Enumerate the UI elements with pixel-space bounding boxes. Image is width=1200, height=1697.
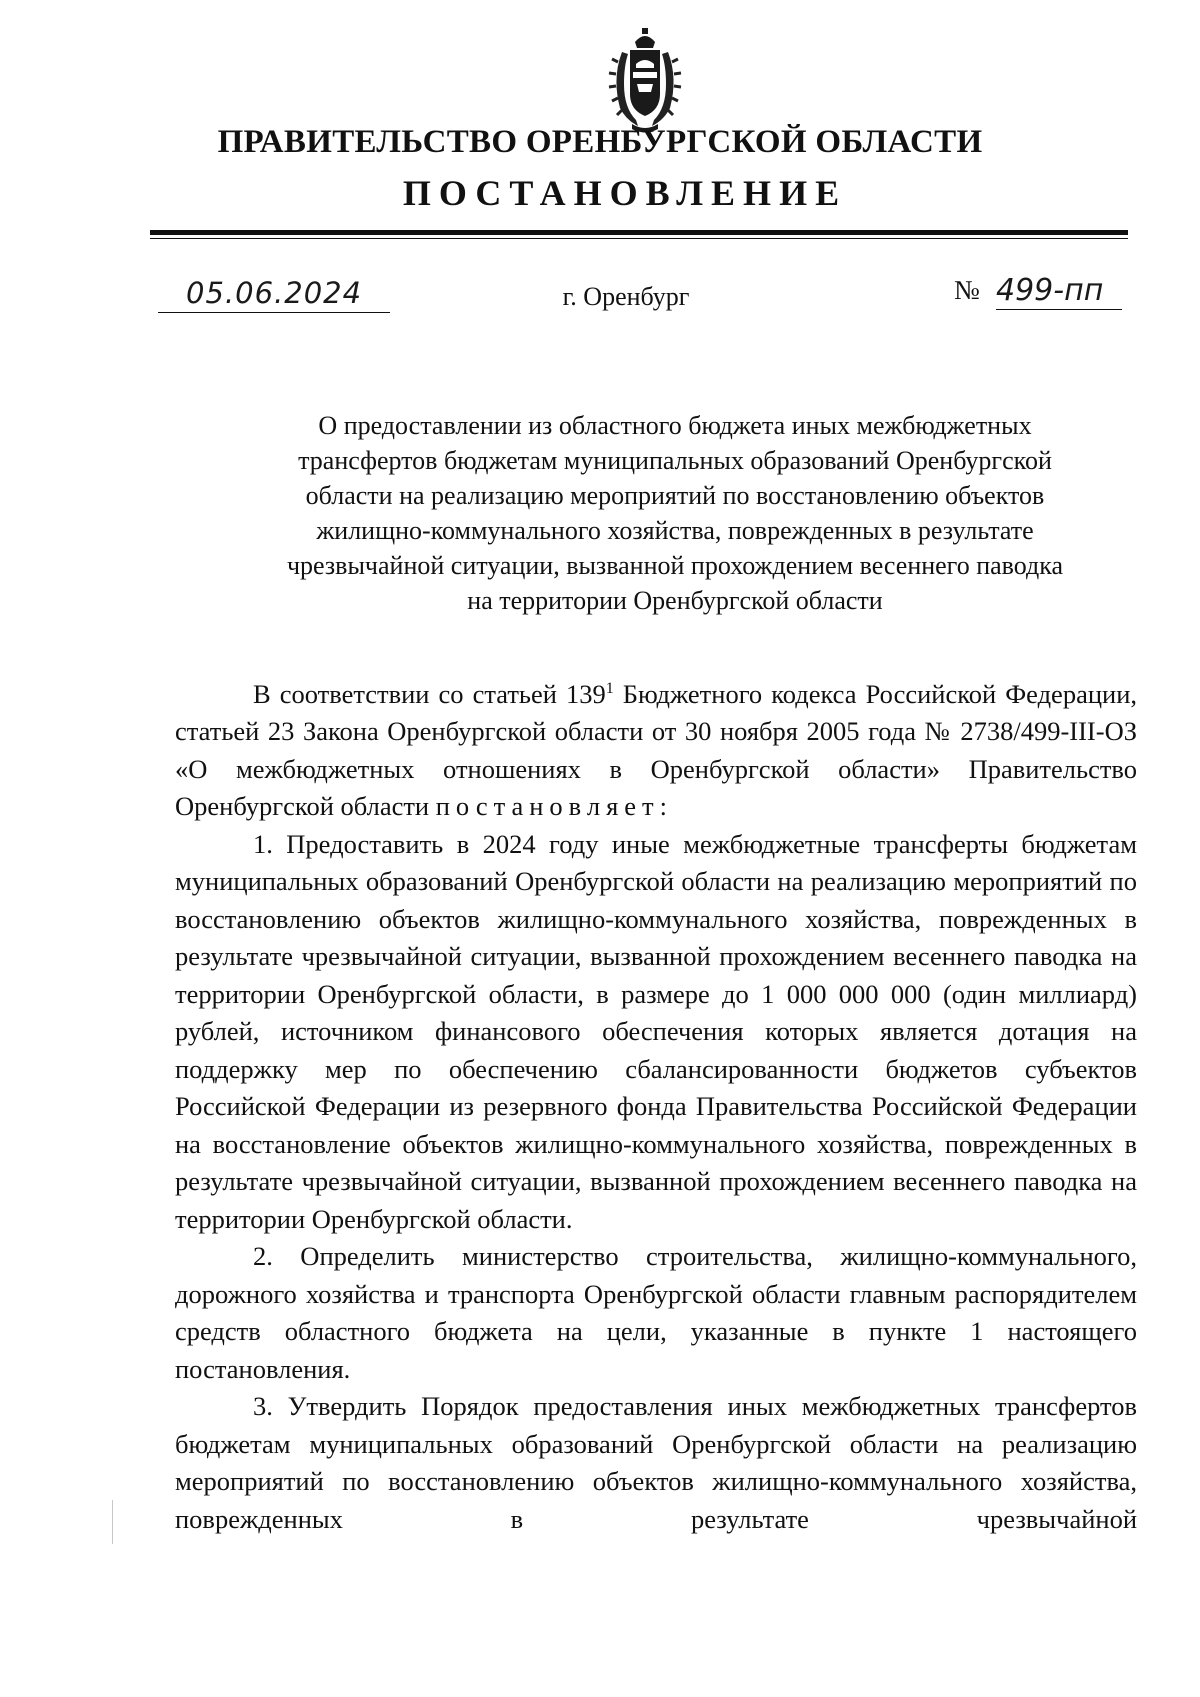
document-body [175,670,1137,1538]
subject-line: жилищно-коммунального хозяйства, поврежденных в результате [316,516,1034,545]
header-rule-thick [150,230,1128,235]
document-subject [240,408,1110,618]
subject-line: области на реализацию мероприятий по восстановлению объектов [305,481,1045,510]
clause-1: 1. Предоставить в 2024 году иные межбюджетные трансферты бюджетам муниципальных образований Оренбургской области на реализацию мероприятий по восстановлению объектов жилищно-коммунального хозяйства, поврежденных в результате чрезвычайной ситуации, вызванной прохождением весеннего паводка на территории Оренбургской области, в размере до 1 000 000 000 (один миллиард) рублей, источником финансового обеспечения которых является дотация на поддержку мер по обеспечению сбалансированности бюджетов субъектов Российской Федерации из резервного фонда Правительства Российской Федерации на восстановление объектов жилищно-коммунального хозяйства, поврежденных в результате чрезвычайной ситуации, вызванной прохождением весеннего паводка на территории Оренбургской области. [175,828,1137,1234]
subject-line: чрезвычайной ситуации, вызванной прохождением весеннего паводка [286,551,1064,580]
number-underline [996,309,1122,311]
city-label: г. Оренбург [562,282,690,311]
document-date: 05.06.2024 [186,276,363,310]
resolves-word: постановляет [435,791,660,822]
subject-line: на территории Оренбургской области [467,586,883,615]
coat-of-arms-emblem [608,28,682,134]
preamble-paragraph [175,670,1137,826]
number-sign: № [954,275,980,305]
preamble-colon: : [659,791,667,822]
clause-3: 3. Утвердить Порядок предоставления иных межбюджетных трансфертов бюджетам муниципальных образований Оренбургской области на реализацию мероприятий по восстановлению объектов жилищно-коммунального хозяйства, поврежденных в результате чрезвычайной [175,1391,1137,1534]
header-rule-thin [150,238,1128,239]
subject-line: трансфертов бюджетам муниципальных образований Оренбургской [298,446,1052,475]
organization-title: ПРАВИТЕЛЬСТВО ОРЕНБУРГСКОЙ ОБЛАСТИ [217,124,983,160]
preamble-text: В соответствии со статьей 139 [253,678,606,709]
subject-line: О предоставлении из областного бюджета иных межбюджетных [318,411,1032,440]
clause-2: 2. Определить министерство строительства, жилищно-коммунального, дорожного хозяйства и транспорта Оренбургской области главным распорядителем средств областного бюджета на цели, указанные в пункте 1 настоящего постановления. [175,1241,1137,1384]
document-type: ПОСТАНОВЛЕНИЕ [402,173,848,213]
preamble-text-continued: Бюджетного кодекса Российской Федерации, статьей 23 Закона Оренбургской области от 30 ноября 2005 года № 2738/499-III-ОЗ «О межбюджетных отношениях в Оренбургской области» Правительство Оренбургской области [175,678,1138,822]
document-number-field [954,266,1134,310]
article-superscript: 1 [605,680,614,697]
scan-artifact-line [112,1500,113,1544]
document-number: 499-пп [996,273,1104,308]
